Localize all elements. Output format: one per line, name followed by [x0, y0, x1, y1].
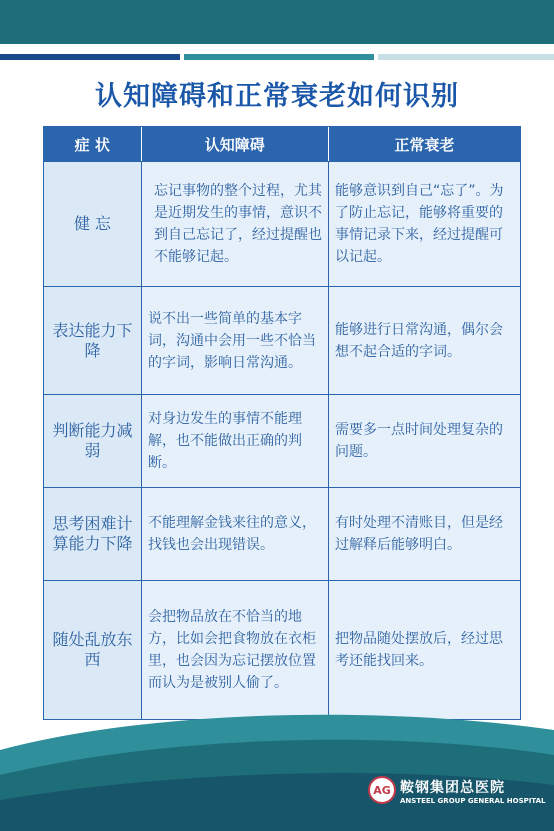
symptom-cell: 判断能力减弱	[44, 395, 141, 487]
footer-wave	[0, 700, 554, 831]
header-normal: 正常衰老	[328, 127, 520, 161]
symptom-cell: 健 忘	[44, 162, 141, 286]
symptom-cell: 随处乱放东西	[44, 581, 141, 719]
header-cognitive: 认知障碍	[141, 127, 328, 161]
hospital-logo-text: AG	[373, 783, 391, 797]
decor-stripe-1	[0, 54, 180, 60]
comparison-table	[43, 126, 521, 720]
symptom-cell: 思考困难计算能力下降	[44, 488, 141, 580]
normal-cell: 能够进行日常沟通，偶尔会想不起合适的字词。	[328, 287, 520, 394]
hospital-logo	[368, 776, 396, 804]
cognitive-cell: 会把物品放在不恰当的地方，比如会把食物放在衣柜里，也会因为忘记摆放位置而认为是被别人偷了。	[141, 581, 328, 719]
hospital-name-en: ANSTEEL GROUP GENERAL HOSPITAL	[400, 797, 546, 805]
normal-cell: 需要多一点时间处理复杂的问题。	[328, 395, 520, 487]
decor-stripe-3	[378, 54, 554, 60]
normal-cell: 把物品随处摆放后，经过思考还能找回来。	[328, 581, 520, 719]
cognitive-cell: 不能理解金钱来往的意义，找钱也会出现错误。	[141, 488, 328, 580]
normal-cell: 能够意识到自己“忘了”。为了防止忘记，能够将重要的事情记录下来，经过提醒可以记起。	[328, 162, 520, 286]
header-symptom: 症 状	[74, 135, 110, 154]
table-row	[44, 286, 520, 394]
decor-stripe-2	[184, 54, 374, 60]
page-title: 认知障碍和正常衰老如何识别	[95, 81, 459, 112]
table-row	[44, 580, 520, 719]
cognitive-cell: 对身边发生的事情不能理解，也不能做出正确的判断。	[141, 395, 328, 487]
symptom-cell: 表达能力下降	[44, 287, 141, 394]
table-row	[44, 487, 520, 580]
cognitive-cell: 说不出一些简单的基本字词，沟通中会用一些不恰当的字词，影响日常沟通。	[141, 287, 328, 394]
table-header	[44, 127, 520, 161]
table-row	[44, 161, 520, 286]
hospital-name-cn: 鞍钢集团总医院	[400, 780, 505, 796]
cognitive-cell: 忘记事物的整个过程，尤其是近期发生的事情，意识不到自己忘记了，经过提醒也不能够记起。	[141, 162, 328, 286]
table-row	[44, 394, 520, 487]
top-banner	[0, 0, 554, 44]
normal-cell: 有时处理不清账目，但是经过解释后能够明白。	[328, 488, 520, 580]
